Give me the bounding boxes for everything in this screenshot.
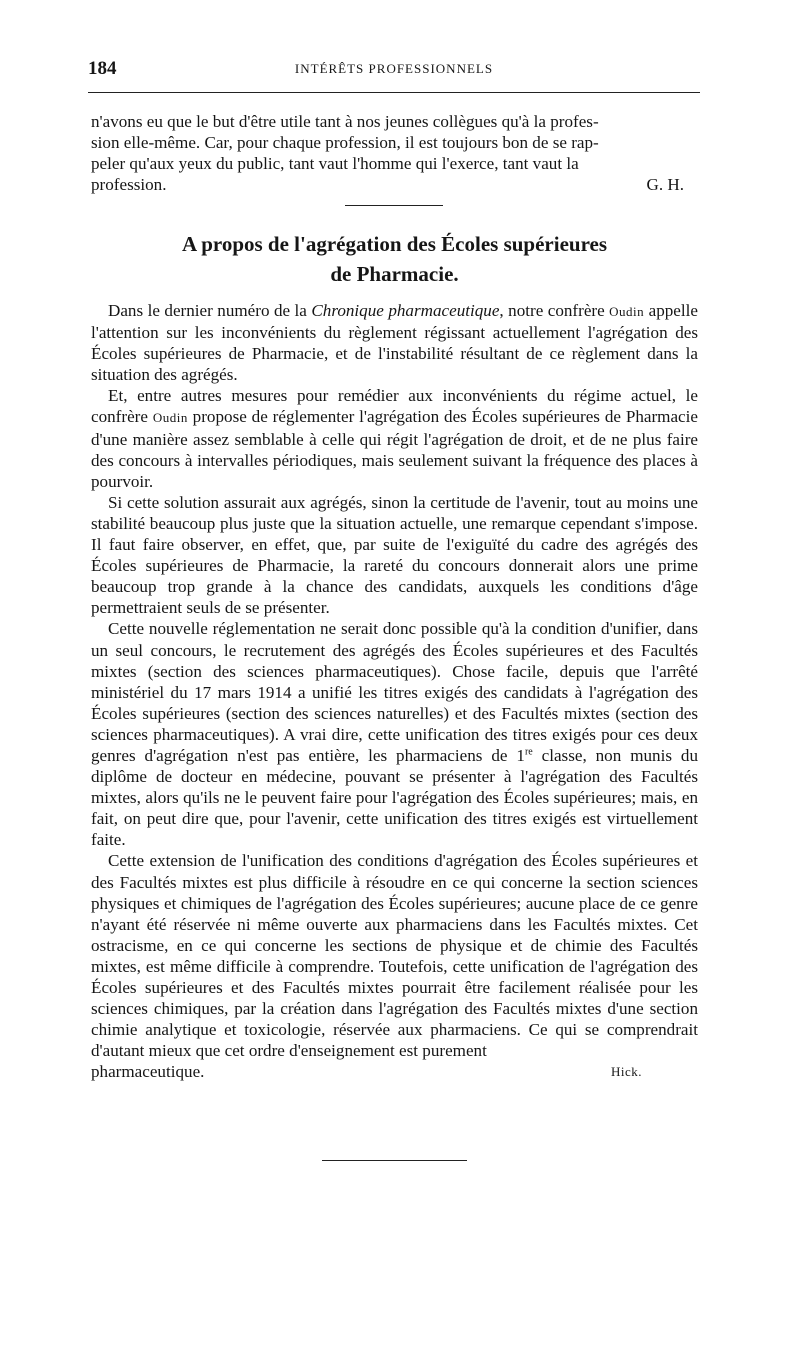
author-name: Oudin bbox=[152, 410, 188, 426]
page-header bbox=[88, 58, 700, 84]
section-separator bbox=[345, 205, 443, 206]
continuation-last-line bbox=[91, 174, 698, 195]
page-number: 184 bbox=[88, 58, 117, 79]
article-body bbox=[91, 300, 698, 1082]
end-rule bbox=[322, 1160, 467, 1161]
paragraph bbox=[91, 385, 698, 491]
signature-gh: G. H. bbox=[646, 175, 684, 195]
journal-name: Chronique pharmaceutique bbox=[311, 301, 500, 320]
text-run: Dans le dernier numéro de la bbox=[108, 301, 312, 320]
continuation-last-word: profession. bbox=[91, 175, 167, 195]
article-title-line: A propos de l'agrégation des Écoles supérieures bbox=[181, 232, 608, 256]
paragraph: Si cette solution assurait aux agrégés, sinon la certitude de l'avenir, tout au moins une stabilité beaucoup plus juste que la situation actuelle, une remarque cependant s'impose. Il faut faire observer, en effet, que, par suite de l'exiguïté du cadre des agrégés des Écoles supérieures de Pharmacie, la rareté du concours donnerait alors une prime beaucoup trop grande à la chance des candidats, auxquels les conditions d'âge permettraient seuls de se présenter. bbox=[91, 492, 698, 618]
continuation-line: n'avons eu que le but d'être utile tant à nos jeunes collègues qu'à la profes- bbox=[91, 112, 599, 131]
continuation-line: sion elle-même. Car, pour chaque profession, il est toujours bon de se rap- bbox=[91, 133, 599, 153]
text-run: Et, entre autres mesures pour remédier aux inconvénients du régime actuel, le confrère bbox=[91, 386, 698, 427]
text-run: classe, non munis du diplôme de docteur en médecine, pouvant se présenter à l'agrégation des Facultés mixtes, alors qu'ils ne le peuvent faire pour l'agrégation des Écoles supérieures; mais, en fait, on peut dire que, pour l'avenir, cette unification des titres exigés est virtuellement faite. bbox=[91, 745, 698, 850]
text-run: Cette nouvelle réglementation ne serait donc possible qu'à la condition d'unifier, dans un seul concours, le recrutement des agrégés des Écoles supérieures et des Facultés mixtes (section des sciences pharmaceutiques). Chose facile, depuis que l'arrêté ministériel du 17 mars 1914 a unifié les titres exigés des candidats à l'agrégation des Écoles supérieures (section des sciences naturelles) et des Facultés mixtes (section des sciences pharmaceutiques). A vrai dire, cette unification des titres exigés pour ces deux genres d'agrégation n'est pas entière, les pharmaciens de 1 bbox=[91, 619, 698, 765]
article-title bbox=[91, 229, 698, 289]
continuation-line: peler qu'aux yeux du public, tant vaut l'homme qui l'exerce, tant vaut la bbox=[91, 154, 579, 174]
running-head: INTÉRÊTS PROFESSIONNELS bbox=[294, 61, 494, 76]
header-rule bbox=[88, 92, 700, 93]
final-word: pharmaceutique. bbox=[91, 1062, 205, 1082]
paragraph bbox=[91, 618, 698, 850]
signature-hick: Hick. bbox=[610, 1064, 642, 1080]
text-run: , notre confrère bbox=[499, 301, 610, 320]
text-run: propose de réglementer l'agrégation des Écoles supérieures de Pharmacie d'une manière assez semblable à celle qui régit l'agrégation de droit, et de ne plus faire des concours à intervalles périodiques, mais seulement suivant la fréquence des places à pourvoir. bbox=[91, 407, 698, 491]
final-line bbox=[91, 1061, 698, 1082]
paragraph bbox=[91, 300, 698, 385]
previous-article-end bbox=[91, 111, 698, 195]
author-name: Oudin bbox=[609, 304, 645, 319]
paragraph: Cette extension de l'unification des conditions d'agrégation des Écoles supérieures et des Facultés mixtes est plus difficile à résoudre en ce qui concerne la section sciences physiques et chimiques de l'agrégation des Écoles supérieures; aucune place de ce genre n'ayant été réservée ni même ouverte aux pharmaciens dans les Facultés mixtes. Cet ostracisme, en ce qui concerne les sections de physique et de chimie des Facultés mixtes, est même difficile à comprendre. Toutefois, cette unification de l'agrégation des Écoles supérieures et des Facultés mixtes pourrait être facilement réalisée pour les sciences chimiques, par la création dans l'agrégation des Facultés mixtes d'une section chimie analytique et toxicologie, réservée aux pharmaciens. Ce qui se comprendrait d'autant mieux que cet ordre d'enseignement est purement bbox=[91, 851, 698, 1061]
text-run: appelle l'attention sur les inconvénients du règlement régissant actuellement l'agrégation des Écoles supérieures de Pharmacie, et de l'instabilité résultant de ce règlement dans la situation des agrégés. bbox=[91, 301, 698, 385]
article-title-line: de Pharmacie. bbox=[330, 262, 459, 286]
superscript: re bbox=[524, 746, 533, 758]
